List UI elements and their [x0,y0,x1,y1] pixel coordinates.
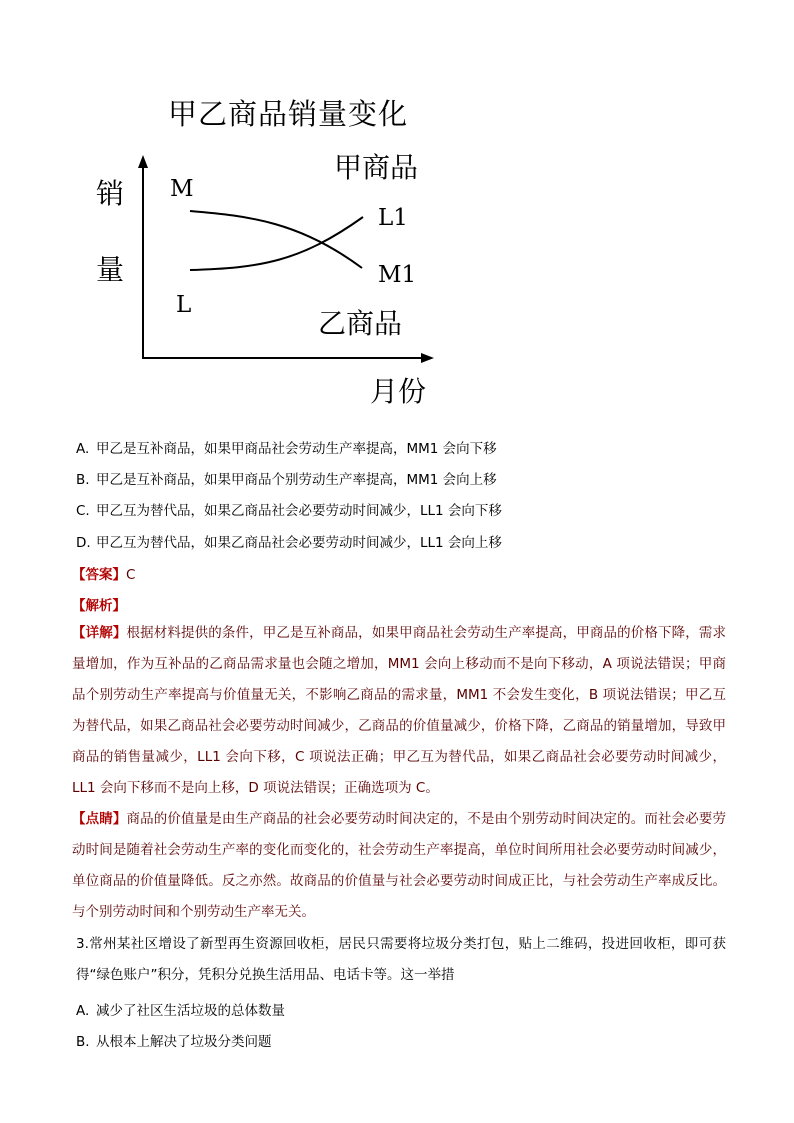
question-3-stem [76,929,726,991]
option-text: 甲乙是互补商品，如果甲商品社会劳动生产率提高，MM1 会向下移 [96,441,497,457]
answer-value: C [126,567,136,583]
tip-text: 商品的价值量是由生产商品的社会必要劳动时间决定的，不是由个别劳动时间决定的。而社会必要劳动时间是随着社会劳动生产率的变化而变化的，社会劳动生产率提高，单位时间所用社会必要劳动时间减少，单位商品的价值量降低。反之亦然。故商品的价值量与社会必要劳动时间成正比，与社会劳动生产率成反比。与个别劳动时间和个别劳动生产率无关。 [72,811,727,920]
x-axis-label: 月份 [370,375,427,408]
analysis-label: 【解析】 [72,598,126,614]
option-text: 甲乙是互补商品，如果甲商品个别劳动生产率提高，MM1 会向上移 [96,472,497,488]
detail-label: 【详解】 [72,625,127,641]
curve-l-end-label: L1 [378,205,408,231]
curve-m-end-label: M1 [378,262,417,288]
analysis-line [72,594,126,614]
product-a-label: 甲商品 [334,151,419,184]
option-letter: D. [76,535,91,551]
curve-m-start-label: M [170,176,194,202]
product-b-label: 乙商品 [318,307,403,340]
figure-title: 甲乙商品销量变化 [168,97,409,131]
option-letter: A. [76,441,90,457]
option-text: 减少了社区生活垃圾的总体数量 [96,1003,285,1019]
answer-line [72,563,135,583]
option-text: 从根本上解决了垃圾分类问题 [96,1034,272,1050]
option-letter: A. [76,1003,90,1019]
option-letter: B. [76,1034,90,1050]
y-axis-label-1: 销 [96,177,125,210]
answer-label: 【答案】 [72,567,126,583]
question-3-option-a [76,999,285,1019]
option-text: 甲乙互为替代品，如果乙商品社会必要劳动时间减少，LL1 会向上移 [96,535,502,551]
option-a [76,437,497,457]
x-axis-arrow [421,353,434,363]
option-letter: B. [76,472,90,488]
question-3-option-b [76,1030,272,1050]
option-c [76,499,502,519]
option-d [76,531,502,551]
option-letter: C. [76,503,90,519]
tip-paragraph [72,804,726,928]
question-stem-text: 3.常州某社区增设了新型再生资源回收柜，居民只需要将垃圾分类打包，贴上二维码，投进回收柜，即可获得“绿色账户”积分，凭积分兑换生活用品、电话卡等。这一举措 [76,936,726,983]
option-b [76,468,497,488]
curve-l-start-label: L [176,292,192,318]
y-axis-label-2: 量 [96,253,125,286]
tip-label: 【点睛】 [72,811,127,827]
detail-text: 根据材料提供的条件，甲乙是互补商品，如果甲商品社会劳动生产率提高，甲商品的价格下降，需求量增加，作为互补品的乙商品需求量也会随之增加，MM1 会向上移动而不是向下移动，A 项说法错误；甲商品个别劳动生产率提高与价值量无关，不影响乙商品的需求量，MM1 不会发生变化，B 项说法错误；甲乙互为替代品，如果乙商品社会必要劳动时间减少，乙商品的价值量减少，价格下降，乙商品的销量增加，导致甲商品的销售量减少，LL1 会向下移，C 项说法正确；甲乙互为替代品，如果乙商品社会必要劳动时间减少，LL1 会向下移而不是向上移，D 项说法错误；正确选项为 C。 [72,625,727,796]
y-axis-arrow [138,155,148,168]
detail-paragraph [72,618,726,804]
option-text: 甲乙互为替代品，如果乙商品社会必要劳动时间减少，LL1 会向下移 [96,503,502,519]
